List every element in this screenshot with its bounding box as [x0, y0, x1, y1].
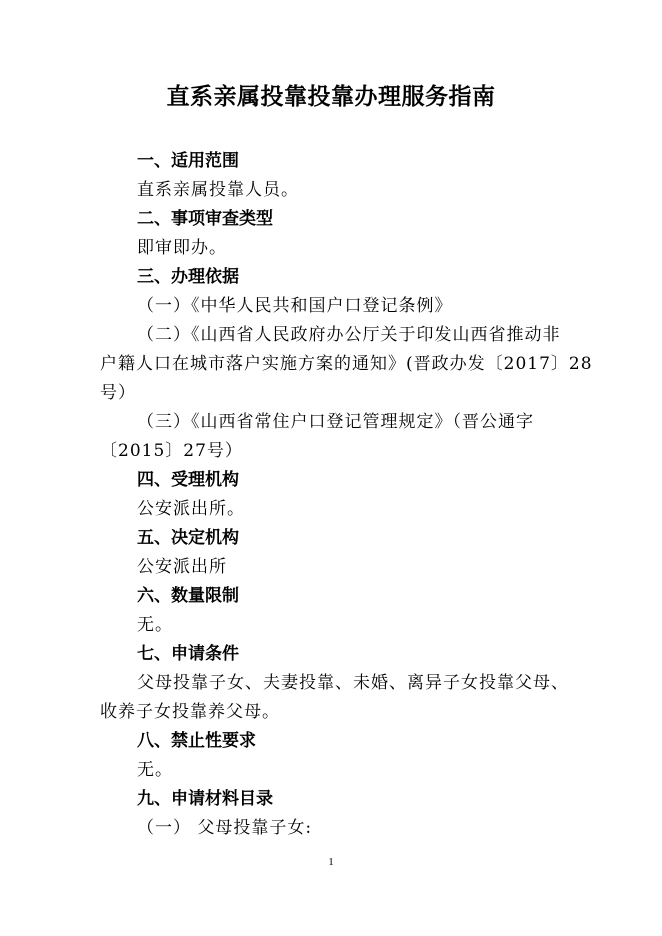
section-heading-legal-basis: 三、办理依据	[137, 267, 239, 287]
section-heading-scope: 一、适用范围	[137, 151, 239, 171]
section-text-quantity-limit: 无。	[137, 615, 173, 635]
legal-basis-item-1: （一）《中华人民共和国户口登记条例》	[137, 296, 453, 316]
section-text-scope: 直系亲属投靠人员。	[137, 180, 299, 200]
section-heading-conditions: 七、申请条件	[137, 644, 239, 664]
section-text-conditions-line-2: 收养子女投靠养父母。	[100, 702, 280, 722]
legal-basis-item-3-line-2: 〔2015〕27号）	[100, 441, 243, 461]
section-text-conditions-line-1: 父母投靠子女、夫妻投靠、未婚、离异子女投靠父母、	[137, 673, 569, 693]
page-number: 1	[328, 856, 334, 868]
legal-basis-item-2-line-3: 号）	[100, 383, 136, 403]
section-text-prohibitions: 无。	[137, 760, 173, 780]
section-heading-quantity-limit: 六、数量限制	[137, 586, 239, 606]
section-text-review-type: 即审即办。	[137, 238, 227, 258]
section-heading-prohibitions: 八、禁止性要求	[137, 731, 256, 751]
legal-basis-item-2-line-2: 户籍人口在城市落户实施方案的通知》(晋政办发〔2017〕28	[100, 354, 593, 374]
legal-basis-item-3-line-1: （三）《山西省常住户口登记管理规定》（晋公通字	[137, 412, 534, 432]
section-heading-review-type: 二、事项审查类型	[137, 209, 273, 229]
materials-item-1: （一） 父母投靠子女:	[137, 818, 313, 838]
section-text-accepting-agency: 公安派出所。	[137, 499, 245, 519]
section-heading-materials: 九、申请材料目录	[137, 789, 273, 809]
legal-basis-item-2-line-1: （二）《山西省人民政府办公厅关于印发山西省推动非	[137, 325, 561, 345]
section-heading-deciding-agency: 五、决定机构	[137, 528, 239, 548]
section-heading-accepting-agency: 四、受理机构	[137, 470, 239, 490]
section-text-deciding-agency: 公安派出所	[137, 557, 227, 577]
document-title: 直系亲属投靠投靠办理服务指南	[166, 84, 496, 110]
